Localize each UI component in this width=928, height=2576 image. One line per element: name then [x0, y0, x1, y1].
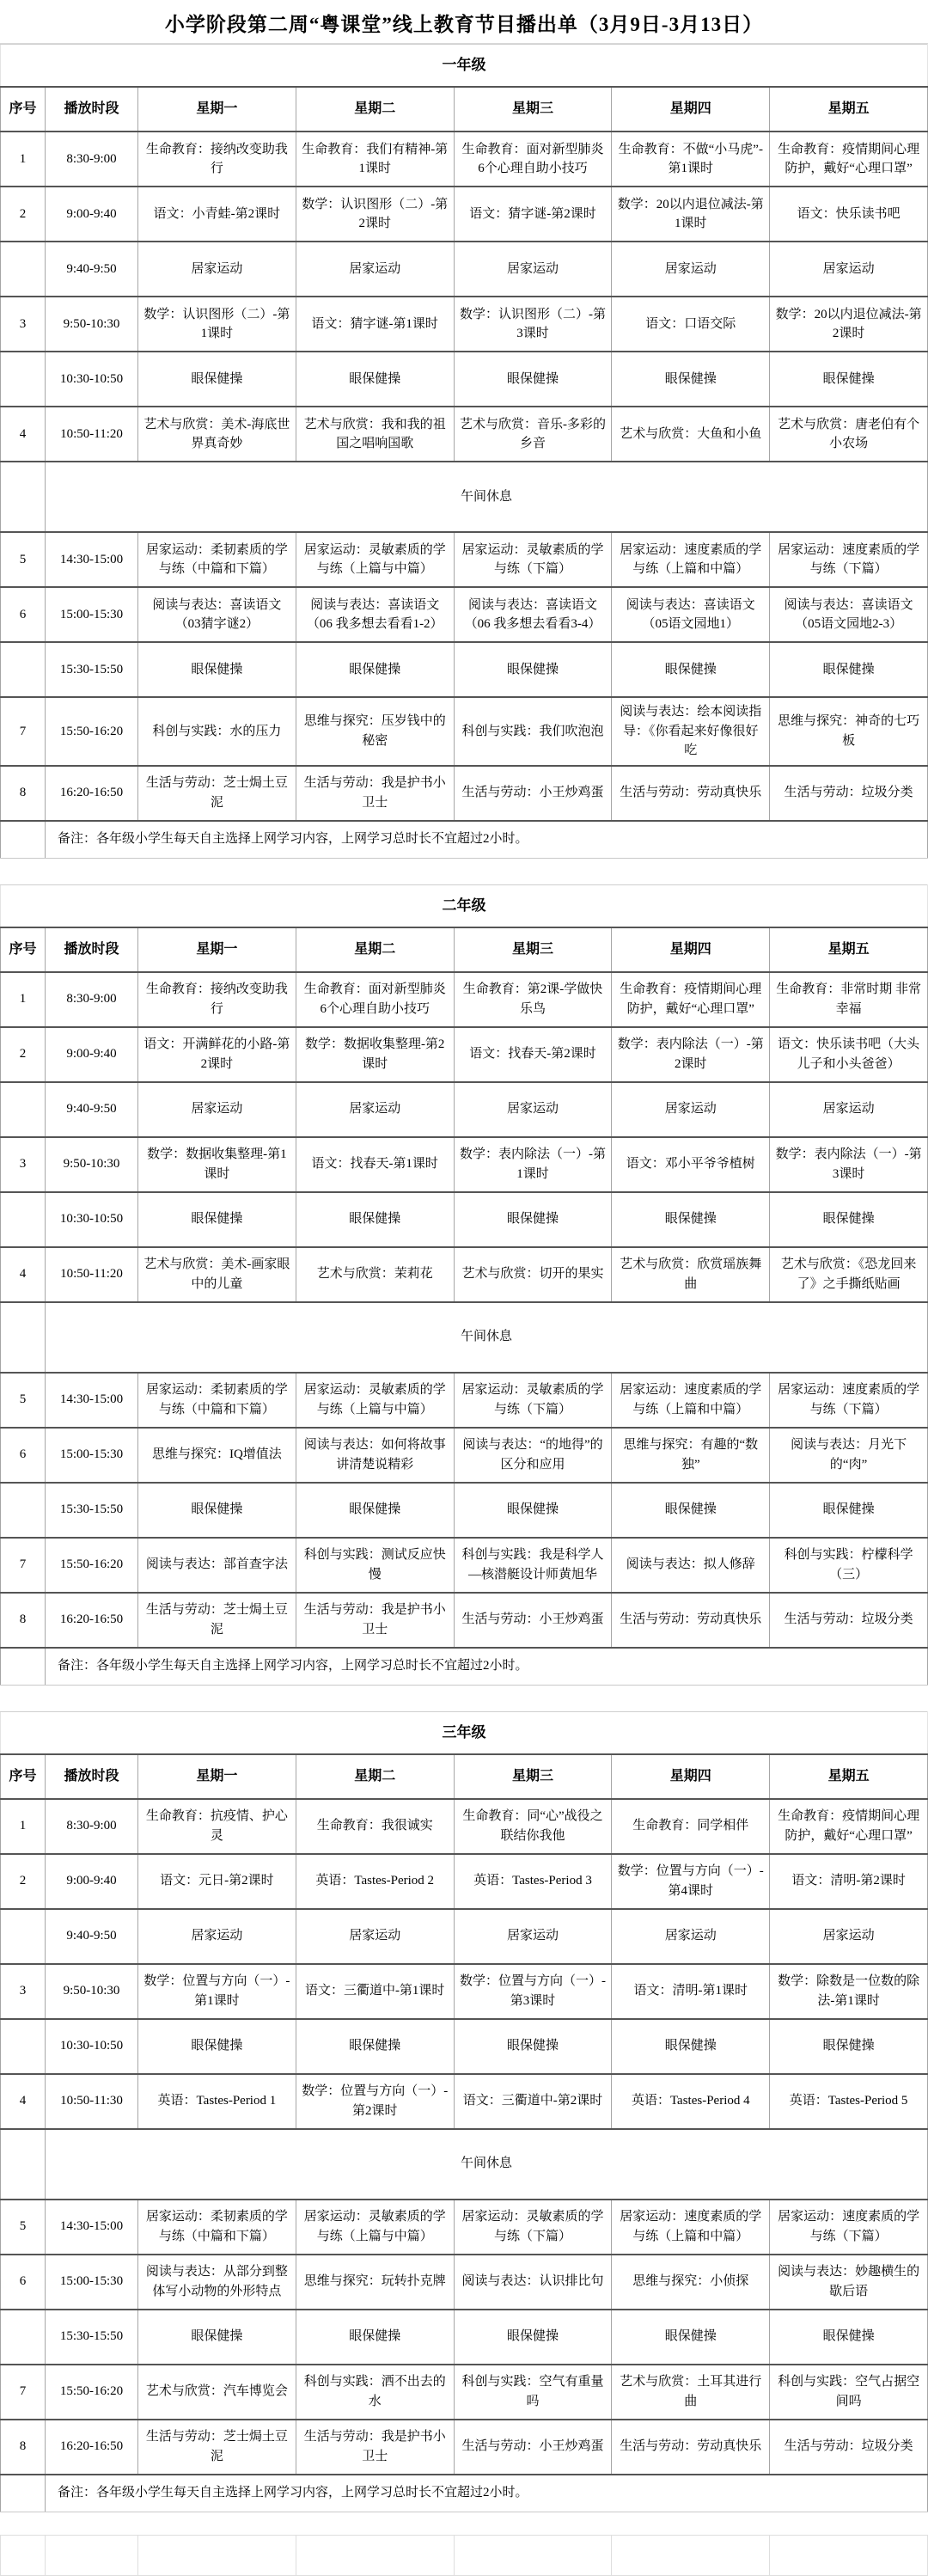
empty-cell [138, 2535, 296, 2575]
column-header: 星期一 [138, 1754, 296, 1799]
row-number-cell [1, 2475, 46, 2512]
schedule-cell: 阅读与表达：部首查字法 [138, 1538, 296, 1593]
schedule-cell: 科创与实践：洒不出去的水 [296, 2365, 454, 2420]
schedule-cell: 数学：认识图形（二）-第2课时 [296, 187, 454, 242]
schedule-cell: 居家运动 [138, 1082, 296, 1137]
schedule-cell: 生活与劳动：垃圾分类 [770, 766, 928, 821]
time-cell: 15:00-15:30 [46, 2255, 138, 2310]
schedule-cell: 艺术与欣赏：欣赏瑶族舞曲 [612, 1247, 770, 1302]
time-cell: 14:30-15:00 [46, 532, 138, 587]
schedule-cell: 眼保健操 [454, 1483, 612, 1538]
schedule-cell: 生命教育：接纳改变助我行 [138, 972, 296, 1027]
schedule-cell: 居家运动：灵敏素质的学与练（上篇与中篇） [296, 1373, 454, 1428]
time-cell: 15:30-15:50 [46, 1483, 138, 1538]
schedule-cell: 生活与劳动：劳动真快乐 [612, 2420, 770, 2475]
schedule-cell: 居家运动 [454, 1082, 612, 1137]
column-header: 星期四 [612, 87, 770, 132]
time-cell: 15:30-15:50 [46, 2310, 138, 2365]
row-number-cell: 2 [1, 187, 46, 242]
schedule-cell: 生命教育：不做“小马虎”-第1课时 [612, 132, 770, 187]
schedule-cell: 生命教育：我很诚实 [296, 1799, 454, 1854]
schedule-cell: 科创与实践：空气占据空间吗 [770, 2365, 928, 2420]
schedule-cell: 语文：猜字谜-第2课时 [454, 187, 612, 242]
row-number-cell: 1 [1, 972, 46, 1027]
column-header: 星期一 [138, 87, 296, 132]
time-cell: 15:50-16:20 [46, 2365, 138, 2420]
schedule-cell: 阅读与表达：月光下的“肉” [770, 1428, 928, 1483]
time-cell: 9:00-9:40 [46, 1027, 138, 1082]
schedule-cell: 语文：找春天-第2课时 [454, 1027, 612, 1082]
schedule-cell: 阅读与表达：喜读语文（06 我多想去看看1-2） [296, 587, 454, 642]
schedule-cell: 眼保健操 [138, 1192, 296, 1247]
row-number-cell [1, 2310, 46, 2365]
schedule-cell: 艺术与欣赏：土耳其进行曲 [612, 2365, 770, 2420]
column-header: 星期三 [454, 87, 612, 132]
row-number-cell: 5 [1, 1373, 46, 1428]
schedule-cell: 语文：三衢道中-第1课时 [296, 1964, 454, 2019]
schedule-cell: 居家运动 [296, 1082, 454, 1137]
column-header: 序号 [1, 87, 46, 132]
schedule-cell: 居家运动：速度素质的学与练（下篇） [770, 532, 928, 587]
tables-host [0, 44, 928, 2512]
schedule-cell: 居家运动 [770, 1082, 928, 1137]
schedule-cell: 眼保健操 [296, 1483, 454, 1538]
schedule-cell: 数学：表内除法（一）-第3课时 [770, 1137, 928, 1192]
row-number-cell: 8 [1, 2420, 46, 2475]
schedule-cell: 生命教育：疫情期间心理防护，戴好“心理口罩” [770, 1799, 928, 1854]
schedule-table [0, 1711, 928, 2512]
schedule-cell: 阅读与表达：认识排比句 [454, 2255, 612, 2310]
row-number-cell: 3 [1, 297, 46, 352]
schedule-cell: 眼保健操 [770, 2310, 928, 2365]
row-number-cell [1, 1483, 46, 1538]
schedule-cell: 生活与劳动：垃圾分类 [770, 2420, 928, 2475]
lunch-break-cell: 午间休息 [46, 462, 928, 532]
schedule-cell: 阅读与表达：“的地得”的区分和应用 [454, 1428, 612, 1483]
empty-cell [454, 2535, 612, 2575]
time-cell: 8:30-9:00 [46, 132, 138, 187]
schedule-cell: 眼保健操 [296, 2019, 454, 2074]
schedule-cell: 生命教育：同“心”战役之联结你我他 [454, 1799, 612, 1854]
schedule-cell: 眼保健操 [770, 2019, 928, 2074]
schedule-cell: 语文：清明-第1课时 [612, 1964, 770, 2019]
schedule-cell: 思维与探究：IQ增值法 [138, 1428, 296, 1483]
schedule-cell: 语文：快乐读书吧（大头儿子和小头爸爸） [770, 1027, 928, 1082]
schedule-cell: 生命教育：非常时期 非常幸福 [770, 972, 928, 1027]
row-number-cell [1, 642, 46, 697]
row-number-cell [1, 1302, 46, 1373]
empty-cell [296, 2535, 454, 2575]
schedule-cell: 居家运动 [296, 242, 454, 297]
schedule-cell: 语文：邓小平爷爷植树 [612, 1137, 770, 1192]
column-header: 星期三 [454, 927, 612, 972]
time-cell: 10:50-11:20 [46, 407, 138, 462]
schedule-cell: 眼保健操 [138, 2019, 296, 2074]
schedule-cell: 科创与实践：柠檬科学（三） [770, 1538, 928, 1593]
row-number-cell: 4 [1, 2074, 46, 2129]
schedule-cell: 阅读与表达：如何将故事讲清楚说精彩 [296, 1428, 454, 1483]
schedule-cell: 艺术与欣赏：美术-海底世界真奇妙 [138, 407, 296, 462]
column-header: 序号 [1, 1754, 46, 1799]
schedule-cell: 思维与探究：神奇的七巧板 [770, 697, 928, 766]
time-cell: 9:50-10:30 [46, 297, 138, 352]
time-cell: 15:50-16:20 [46, 1538, 138, 1593]
column-header: 星期二 [296, 87, 454, 132]
schedule-cell: 眼保健操 [138, 2310, 296, 2365]
time-cell: 9:40-9:50 [46, 1082, 138, 1137]
schedule-cell: 居家运动 [138, 242, 296, 297]
schedule-cell: 居家运动 [770, 242, 928, 297]
time-cell: 8:30-9:00 [46, 972, 138, 1027]
time-cell: 10:30-10:50 [46, 2019, 138, 2074]
schedule-cell: 数学：数据收集整理-第1课时 [138, 1137, 296, 1192]
schedule-cell: 数学：位置与方向（一）-第3课时 [454, 1964, 612, 2019]
time-cell: 9:00-9:40 [46, 187, 138, 242]
schedule-cell: 生活与劳动：劳动真快乐 [612, 766, 770, 821]
schedule-cell: 居家运动：灵敏素质的学与练（下篇） [454, 532, 612, 587]
schedule-cell: 居家运动：柔韧素质的学与练（中篇和下篇） [138, 532, 296, 587]
time-cell: 9:00-9:40 [46, 1854, 138, 1909]
time-cell: 16:20-16:50 [46, 766, 138, 821]
row-number-cell: 6 [1, 2255, 46, 2310]
row-number-cell: 3 [1, 1137, 46, 1192]
schedule-cell: 艺术与欣赏：唐老伯有个小农场 [770, 407, 928, 462]
schedule-cell: 眼保健操 [454, 642, 612, 697]
time-cell: 16:20-16:50 [46, 1593, 138, 1648]
schedule-cell: 居家运动 [296, 1909, 454, 1964]
schedule-cell: 生活与劳动：芝士焗土豆泥 [138, 1593, 296, 1648]
schedule-cell: 思维与探究：有趣的“数独” [612, 1428, 770, 1483]
schedule-cell: 眼保健操 [770, 642, 928, 697]
schedule-cell: 阅读与表达：喜读语文（06 我多想去看看3-4） [454, 587, 612, 642]
column-header: 播放时段 [46, 927, 138, 972]
column-header: 星期四 [612, 927, 770, 972]
time-cell: 9:50-10:30 [46, 1964, 138, 2019]
schedule-cell: 艺术与欣赏：我和我的祖国之唱响国歌 [296, 407, 454, 462]
row-number-cell: 6 [1, 1428, 46, 1483]
schedule-cell: 生活与劳动：芝士焗土豆泥 [138, 2420, 296, 2475]
empty-grid-row [0, 2535, 928, 2576]
schedule-cell: 科创与实践：测试反应快慢 [296, 1538, 454, 1593]
row-number-cell: 5 [1, 2200, 46, 2255]
note-cell: 备注：各年级小学生每天自主选择上网学习内容，上网学习总时长不宜超过2小时。 [46, 1648, 928, 1686]
schedule-cell: 眼保健操 [296, 352, 454, 407]
row-number-cell: 8 [1, 1593, 46, 1648]
schedule-cell: 居家运动：速度素质的学与练（上篇和中篇） [612, 532, 770, 587]
schedule-cell: 居家运动：速度素质的学与练（上篇和中篇） [612, 1373, 770, 1428]
schedule-cell: 语文：三衢道中-第2课时 [454, 2074, 612, 2129]
time-cell: 9:50-10:30 [46, 1137, 138, 1192]
note-cell: 备注：各年级小学生每天自主选择上网学习内容，上网学习总时长不宜超过2小时。 [46, 821, 928, 859]
column-header: 星期五 [770, 927, 928, 972]
schedule-cell: 居家运动 [138, 1909, 296, 1964]
schedule-cell: 居家运动：速度素质的学与练（下篇） [770, 1373, 928, 1428]
schedule-cell: 生活与劳动：小王炒鸡蛋 [454, 766, 612, 821]
page-title: 小学阶段第二周“粤课堂”线上教育节目播出单（3月9日-3月13日） [0, 0, 928, 44]
schedule-cell: 语文：小青蛙-第2课时 [138, 187, 296, 242]
row-number-cell: 2 [1, 1854, 46, 1909]
column-header: 星期二 [296, 927, 454, 972]
schedule-cell: 数学：位置与方向（一）-第1课时 [138, 1964, 296, 2019]
schedule-cell: 生命教育：面对新型肺炎6个心理自助小技巧 [296, 972, 454, 1027]
schedule-cell: 生活与劳动：我是护书小卫士 [296, 766, 454, 821]
row-number-cell [1, 242, 46, 297]
schedule-cell: 英语：Tastes-Period 5 [770, 2074, 928, 2129]
schedule-cell: 科创与实践：我们吹泡泡 [454, 697, 612, 766]
schedule-table [0, 44, 928, 859]
schedule-cell: 艺术与欣赏：美术-画家眼中的儿童 [138, 1247, 296, 1302]
schedule-table [0, 884, 928, 1686]
schedule-cell: 语文：猜字谜-第1课时 [296, 297, 454, 352]
schedule-cell: 生活与劳动：小王炒鸡蛋 [454, 2420, 612, 2475]
time-cell: 15:50-16:20 [46, 697, 138, 766]
schedule-cell: 眼保健操 [296, 1192, 454, 1247]
schedule-cell: 语文：口语交际 [612, 297, 770, 352]
schedule-cell: 眼保健操 [454, 2310, 612, 2365]
schedule-cell: 生命教育：疫情期间心理防护，戴好“心理口罩” [612, 972, 770, 1027]
row-number-cell [1, 1082, 46, 1137]
row-number-cell [1, 1909, 46, 1964]
schedule-cell: 眼保健操 [454, 2019, 612, 2074]
schedule-cell: 科创与实践：我是科学人—核潜艇设计师黄旭华 [454, 1538, 612, 1593]
schedule-cell: 阅读与表达：喜读语文（05语文园地2-3） [770, 587, 928, 642]
column-header: 播放时段 [46, 87, 138, 132]
schedule-cell: 眼保健操 [612, 1192, 770, 1247]
time-cell: 9:40-9:50 [46, 242, 138, 297]
schedule-cell: 思维与探究：压岁钱中的秘密 [296, 697, 454, 766]
schedule-cell: 居家运动：灵敏素质的学与练（下篇） [454, 2200, 612, 2255]
schedule-cell: 语文：快乐读书吧 [770, 187, 928, 242]
lunch-break-cell: 午间休息 [46, 1302, 928, 1373]
schedule-cell: 艺术与欣赏：音乐-多彩的乡音 [454, 407, 612, 462]
schedule-cell: 居家运动：柔韧素质的学与练（中篇和下篇） [138, 2200, 296, 2255]
time-cell: 14:30-15:00 [46, 2200, 138, 2255]
time-cell: 14:30-15:00 [46, 1373, 138, 1428]
schedule-cell: 数学：数据收集整理-第2课时 [296, 1027, 454, 1082]
schedule-cell: 数学：除数是一位数的除法-第1课时 [770, 1964, 928, 2019]
column-header: 星期一 [138, 927, 296, 972]
schedule-cell: 生命教育：同学相伴 [612, 1799, 770, 1854]
time-cell: 10:50-11:30 [46, 2074, 138, 2129]
schedule-cell: 居家运动 [612, 1909, 770, 1964]
column-header: 星期三 [454, 1754, 612, 1799]
schedule-cell: 眼保健操 [612, 352, 770, 407]
schedule-cell: 数学：位置与方向（一）-第2课时 [296, 2074, 454, 2129]
time-cell: 10:50-11:20 [46, 1247, 138, 1302]
schedule-cell: 艺术与欣赏：切开的果实 [454, 1247, 612, 1302]
row-number-cell: 1 [1, 1799, 46, 1854]
schedule-cell: 英语：Tastes-Period 3 [454, 1854, 612, 1909]
row-number-cell: 7 [1, 2365, 46, 2420]
schedule-cell: 眼保健操 [296, 642, 454, 697]
schedule-cell: 数学：20以内退位减法-第1课时 [612, 187, 770, 242]
schedule-cell: 居家运动：速度素质的学与练（上篇和中篇） [612, 2200, 770, 2255]
schedule-cell: 生活与劳动：芝士焗土豆泥 [138, 766, 296, 821]
row-number-cell [1, 2129, 46, 2200]
schedule-cell: 居家运动 [612, 242, 770, 297]
row-number-cell: 8 [1, 766, 46, 821]
column-header: 序号 [1, 927, 46, 972]
grade-title: 一年级 [1, 45, 928, 88]
schedule-cell: 生命教育：我们有精神-第1课时 [296, 132, 454, 187]
schedule-cell: 居家运动 [454, 242, 612, 297]
schedule-cell: 数学：认识图形（二）-第1课时 [138, 297, 296, 352]
row-number-cell: 5 [1, 532, 46, 587]
time-cell: 10:30-10:50 [46, 1192, 138, 1247]
schedule-cell: 艺术与欣赏：大鱼和小鱼 [612, 407, 770, 462]
schedule-cell: 眼保健操 [138, 642, 296, 697]
row-number-cell [1, 2019, 46, 2074]
schedule-cell: 眼保健操 [612, 2019, 770, 2074]
time-cell: 15:30-15:50 [46, 642, 138, 697]
column-header: 星期二 [296, 1754, 454, 1799]
time-cell: 8:30-9:00 [46, 1799, 138, 1854]
schedule-cell: 艺术与欣赏：汽车博览会 [138, 2365, 296, 2420]
time-cell: 15:00-15:30 [46, 587, 138, 642]
grade-title: 二年级 [1, 884, 928, 927]
schedule-cell: 语文：清明-第2课时 [770, 1854, 928, 1909]
schedule-cell: 数学：认识图形（二）-第3课时 [454, 297, 612, 352]
schedule-cell: 生命教育：接纳改变助我行 [138, 132, 296, 187]
schedule-cell: 生活与劳动：小王炒鸡蛋 [454, 1593, 612, 1648]
row-number-cell: 4 [1, 1247, 46, 1302]
schedule-cell: 数学：表内除法（一）-第1课时 [454, 1137, 612, 1192]
empty-cell [1, 2535, 46, 2575]
time-cell: 10:30-10:50 [46, 352, 138, 407]
schedule-cell: 阅读与表达：妙趣横生的歇后语 [770, 2255, 928, 2310]
schedule-cell: 阅读与表达：喜读语文（03猜字谜2） [138, 587, 296, 642]
schedule-cell: 生命教育：疫情期间心理防护，戴好“心理口罩” [770, 132, 928, 187]
schedule-cell: 眼保健操 [138, 1483, 296, 1538]
schedule-cell: 阅读与表达：拟人修辞 [612, 1538, 770, 1593]
schedule-cell: 语文：找春天-第1课时 [296, 1137, 454, 1192]
schedule-cell: 居家运动：灵敏素质的学与练（上篇与中篇） [296, 532, 454, 587]
schedule-cell: 生命教育：抗疫情、护心灵 [138, 1799, 296, 1854]
schedule-cell: 数学：20以内退位减法-第2课时 [770, 297, 928, 352]
schedule-cell: 眼保健操 [138, 352, 296, 407]
schedule-cell: 英语：Tastes-Period 1 [138, 2074, 296, 2129]
schedule-cell: 居家运动：灵敏素质的学与练（上篇与中篇） [296, 2200, 454, 2255]
row-number-cell: 6 [1, 587, 46, 642]
row-number-cell: 4 [1, 407, 46, 462]
schedule-cell: 居家运动：柔韧素质的学与练（中篇和下篇） [138, 1373, 296, 1428]
empty-cell [770, 2535, 928, 2575]
row-number-cell [1, 821, 46, 859]
schedule-cell: 艺术与欣赏：《恐龙回来了》之手撕纸贴画 [770, 1247, 928, 1302]
empty-cell [46, 2535, 138, 2575]
schedule-cell: 语文：元日-第2课时 [138, 1854, 296, 1909]
note-cell: 备注：各年级小学生每天自主选择上网学习内容，上网学习总时长不宜超过2小时。 [46, 2475, 928, 2512]
schedule-cell: 生命教育：面对新型肺炎6个心理自助小技巧 [454, 132, 612, 187]
schedule-cell: 语文：开满鲜花的小路-第2课时 [138, 1027, 296, 1082]
schedule-cell: 数学：表内除法（一）-第2课时 [612, 1027, 770, 1082]
schedule-cell: 眼保健操 [770, 1192, 928, 1247]
column-header: 播放时段 [46, 1754, 138, 1799]
row-number-cell: 2 [1, 1027, 46, 1082]
schedule-cell: 生活与劳动：垃圾分类 [770, 1593, 928, 1648]
schedule-cell: 阅读与表达：从部分到整体写小动物的外形特点 [138, 2255, 296, 2310]
row-number-cell: 1 [1, 132, 46, 187]
row-number-cell [1, 352, 46, 407]
column-header: 星期四 [612, 1754, 770, 1799]
column-header: 星期五 [770, 87, 928, 132]
schedule-cell: 科创与实践：空气有重量吗 [454, 2365, 612, 2420]
schedule-cell: 思维与探究：玩转扑克牌 [296, 2255, 454, 2310]
schedule-cell: 居家运动 [454, 1909, 612, 1964]
row-number-cell [1, 1648, 46, 1686]
schedule-cell: 眼保健操 [454, 352, 612, 407]
schedule-cell: 眼保健操 [770, 352, 928, 407]
row-number-cell: 7 [1, 697, 46, 766]
schedule-cell: 科创与实践：水的压力 [138, 697, 296, 766]
schedule-cell: 居家运动 [770, 1909, 928, 1964]
schedule-cell: 居家运动 [612, 1082, 770, 1137]
schedule-cell: 阅读与表达：喜读语文（05语文园地1） [612, 587, 770, 642]
time-cell: 16:20-16:50 [46, 2420, 138, 2475]
row-number-cell [1, 1192, 46, 1247]
row-number-cell: 7 [1, 1538, 46, 1593]
schedule-cell: 生命教育：第2课-学做快乐鸟 [454, 972, 612, 1027]
schedule-cell: 眼保健操 [612, 1483, 770, 1538]
schedule-cell: 眼保健操 [612, 2310, 770, 2365]
schedule-cell: 英语：Tastes-Period 2 [296, 1854, 454, 1909]
schedule-cell: 生活与劳动：劳动真快乐 [612, 1593, 770, 1648]
schedule-cell: 思维与探究：小侦探 [612, 2255, 770, 2310]
row-number-cell: 3 [1, 1964, 46, 2019]
schedule-cell: 眼保健操 [770, 1483, 928, 1538]
schedule-cell: 阅读与表达：绘本阅读指导：《你看起来好像很好吃 [612, 697, 770, 766]
time-cell: 9:40-9:50 [46, 1909, 138, 1964]
schedule-cell: 生活与劳动：我是护书小卫士 [296, 2420, 454, 2475]
schedule-cell: 眼保健操 [296, 2310, 454, 2365]
grade-title: 三年级 [1, 1711, 928, 1754]
schedule-cell: 居家运动：灵敏素质的学与练（下篇） [454, 1373, 612, 1428]
column-header: 星期五 [770, 1754, 928, 1799]
schedule-cell: 居家运动：速度素质的学与练（下篇） [770, 2200, 928, 2255]
schedule-cell: 眼保健操 [454, 1192, 612, 1247]
schedule-cell: 数学：位置与方向（一）-第4课时 [612, 1854, 770, 1909]
row-number-cell [1, 462, 46, 532]
lunch-break-cell: 午间休息 [46, 2129, 928, 2200]
empty-cell [612, 2535, 770, 2575]
schedule-cell: 生活与劳动：我是护书小卫士 [296, 1593, 454, 1648]
schedule-cell: 英语：Tastes-Period 4 [612, 2074, 770, 2129]
schedule-cell: 眼保健操 [612, 642, 770, 697]
time-cell: 15:00-15:30 [46, 1428, 138, 1483]
schedule-cell: 艺术与欣赏：茉莉花 [296, 1247, 454, 1302]
